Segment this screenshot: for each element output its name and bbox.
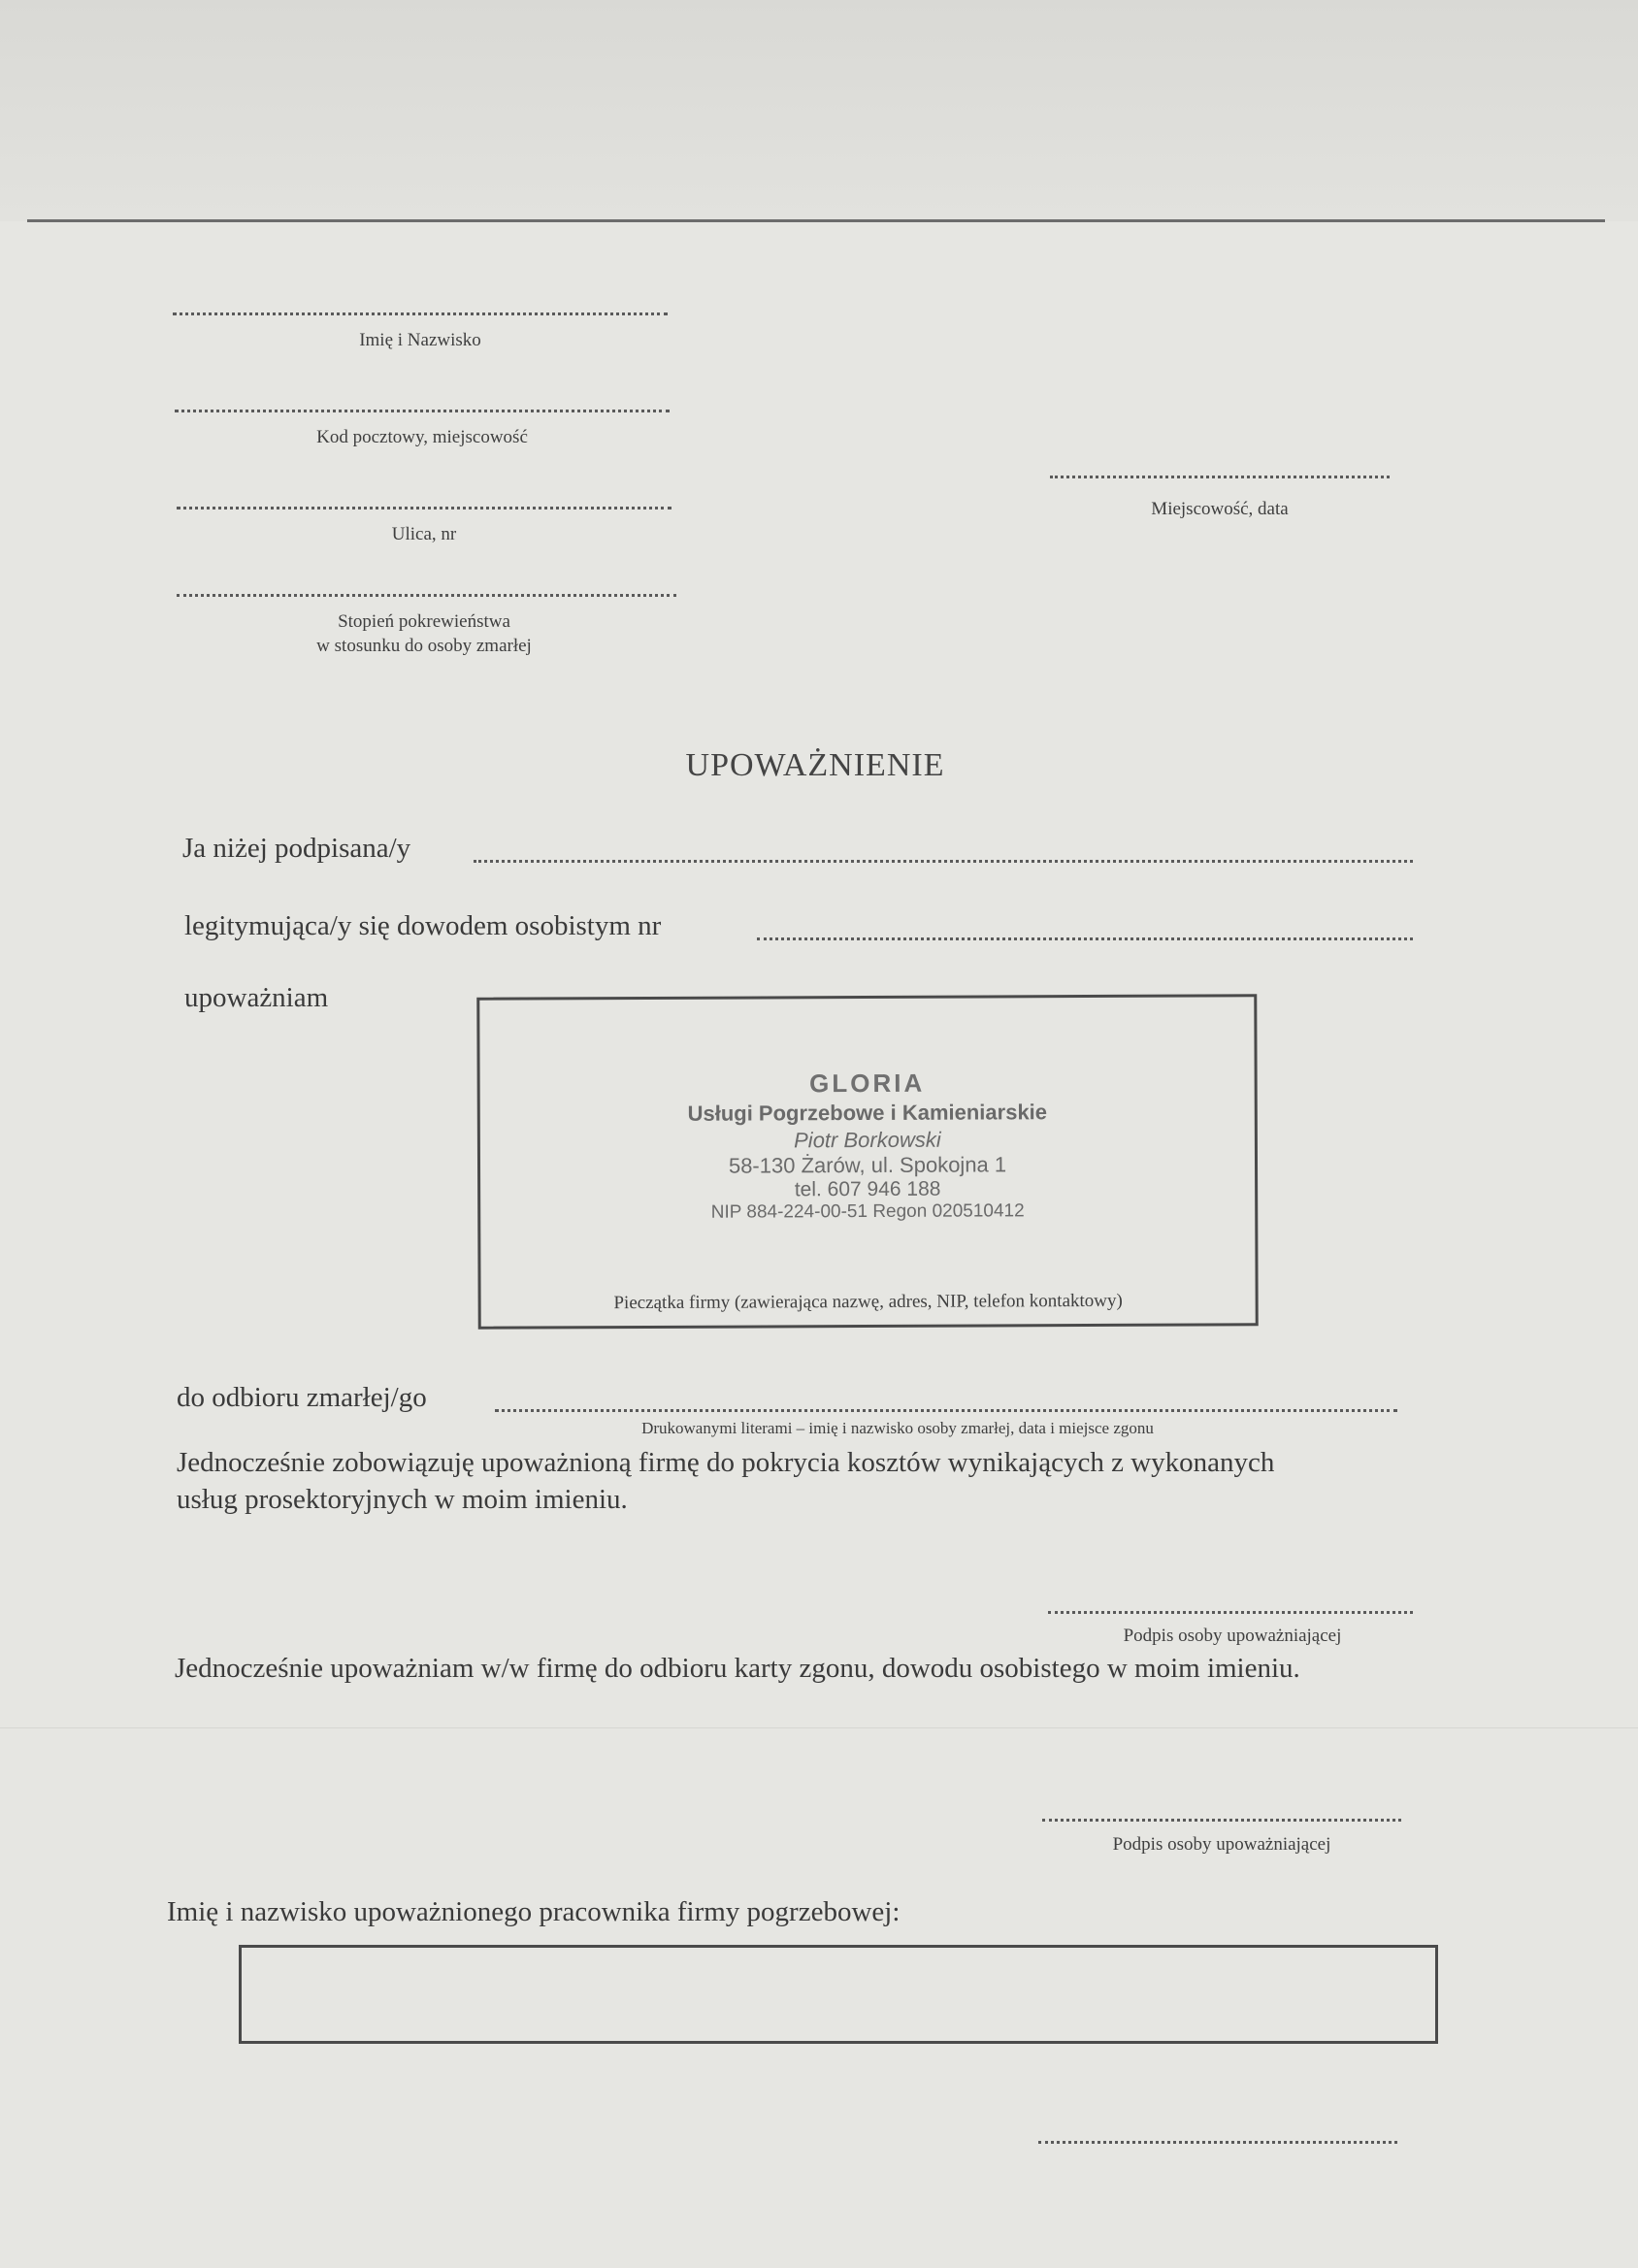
relation-field[interactable] (177, 594, 676, 597)
deceased-hint: Drukowanymi literami – imię i nazwisko osoby zmarłej, data i miejsce zgonu (641, 1419, 1154, 1437)
company-stamp (480, 1067, 1256, 1224)
signature-field-3[interactable] (1038, 2141, 1397, 2144)
stamp-company-name: GLORIA (809, 1068, 926, 1099)
employee-name-box[interactable] (239, 1945, 1438, 2044)
top-divider (27, 219, 1605, 222)
deceased-label: do odbioru zmarłej/go (177, 1382, 427, 1413)
stamp-ids: NIP 884-224-00-51 Regon 020510412 (710, 1200, 1025, 1223)
company-stamp-box (476, 994, 1258, 1330)
stamp-caption: Pieczątka firmy (zawierająca nazwę, adres, NIP, telefon kontaktowy) (613, 1290, 1123, 1314)
authorize-label: upoważniam (184, 982, 329, 1013)
stamp-owner: Piotr Borkowski (794, 1127, 941, 1153)
name-field[interactable] (173, 312, 668, 315)
postal-label: Kod pocztowy, miejscowość (316, 427, 528, 447)
signature-field-1[interactable] (1048, 1611, 1413, 1614)
place-date-label: Miejscowość, data (1151, 499, 1289, 519)
name-label: Imię i Nazwisko (359, 330, 481, 350)
place-date-field[interactable] (1050, 476, 1390, 478)
signature-field-2[interactable] (1042, 1819, 1401, 1822)
document-title: UPOWAŻNIENIE (685, 747, 945, 783)
relation-label-2: w stosunku do osoby zmarłej (316, 636, 532, 656)
signature-label-1: Podpis osoby upoważniającej (1123, 1626, 1342, 1646)
signature-label-2: Podpis osoby upoważniającej (1112, 1834, 1331, 1855)
street-label: Ulica, nr (391, 524, 457, 544)
id-number-field[interactable] (757, 937, 1413, 940)
deceased-field[interactable] (495, 1409, 1397, 1412)
scan-band (0, 1727, 1638, 1728)
header-shade (0, 0, 1638, 221)
signer-field[interactable] (474, 860, 1413, 863)
postal-field[interactable] (175, 410, 670, 412)
obligation-paragraph: Jednocześnie zobowiązuję upoważnioną firmę do pokrycia kosztów wynikających z wykonanych usług prosektoryjnych w moim imieniu. (177, 1447, 1275, 1515)
relation-label-1: Stopień pokrewieństwa (338, 611, 510, 632)
authorization-paragraph: Jednocześnie upoważniam w/w firmę do odbioru karty zgonu, dowodu osobistego w moim imieniu. (175, 1653, 1300, 1684)
stamp-address: 58-130 Żarów, ul. Spokojna 1 (728, 1152, 1007, 1178)
signer-label: Ja niżej podpisana/y (182, 833, 411, 864)
id-number-label: legitymująca/y się dowodem osobistym nr (184, 910, 662, 941)
street-field[interactable] (177, 507, 672, 509)
stamp-subtitle: Usługi Pogrzebowe i Kamieniarskie (687, 1100, 1048, 1126)
stamp-phone: tel. 607 946 188 (794, 1177, 941, 1201)
employee-label: Imię i nazwisko upoważnionego pracownika firmy pogrzebowej: (167, 1896, 901, 1927)
